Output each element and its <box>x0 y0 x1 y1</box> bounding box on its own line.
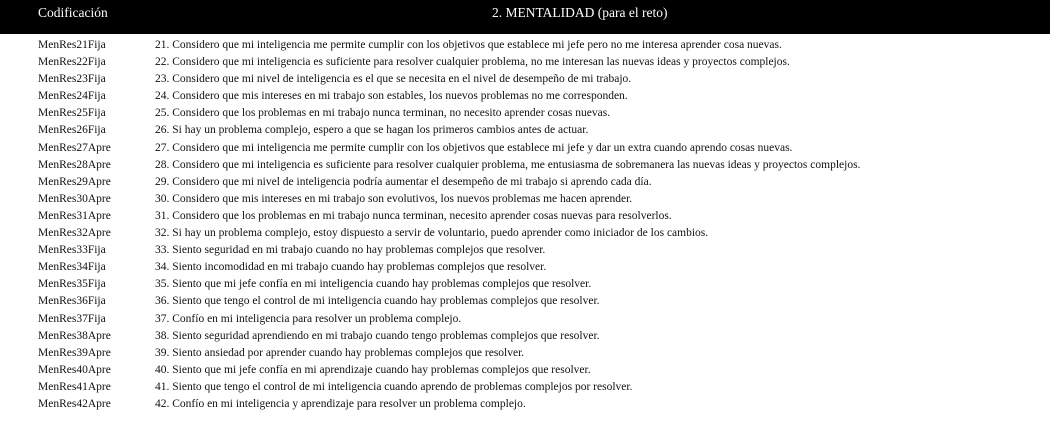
row-code: MenRes34Fija <box>38 261 106 274</box>
row-code: MenRes22Fija <box>38 56 106 69</box>
row-code: MenRes32Apre <box>38 227 111 240</box>
row-code: MenRes29Apre <box>38 175 111 188</box>
table-row <box>0 37 1050 54</box>
table-row <box>0 88 1050 105</box>
row-statement: 29. Considero que mi nivel de inteligencia podría aumentar el desempeño de mi trabajo si aprendo cada día. <box>155 175 652 188</box>
table-row <box>0 396 1050 413</box>
table-row <box>0 276 1050 293</box>
row-code: MenRes40Apre <box>38 363 111 376</box>
row-statement: 42. Confío en mi inteligencia y aprendizaje para resolver un problema complejo. <box>155 397 526 410</box>
row-code: MenRes35Fija <box>38 278 106 291</box>
row-code: MenRes41Apre <box>38 380 111 393</box>
table-row <box>0 345 1050 362</box>
table-row <box>0 225 1050 242</box>
row-code: MenRes33Fija <box>38 244 106 257</box>
row-statement: 41. Siento que tengo el control de mi inteligencia cuando aprendo de problemas complejos por resolver. <box>155 380 633 393</box>
row-statement: 21. Considero que mi inteligencia me permite cumplir con los objetivos que establece mi jefe pero no me interesa aprender cosa nuevas. <box>155 39 782 51</box>
row-code: MenRes21Fija <box>38 39 106 51</box>
header-section-title: 2. MENTALIDAD (para el reto) <box>492 5 668 20</box>
table-row <box>0 293 1050 310</box>
table-body <box>0 37 1050 413</box>
row-statement: 40. Siento que mi jefe confía en mi aprendizaje cuando hay problemas complejos que resolver. <box>155 363 591 376</box>
row-statement: 28. Considero que mi inteligencia es suficiente para resolver cualquier problema, me entusiasma de sobremanera las nuevas ideas y proyectos complejos. <box>155 158 861 171</box>
row-code: MenRes39Apre <box>38 346 111 359</box>
row-code: MenRes31Apre <box>38 209 111 222</box>
row-statement: 25. Considero que los problemas en mi trabajo nunca terminan, no necesito aprender cosas nuevas. <box>155 107 611 120</box>
table-row <box>0 311 1050 328</box>
row-code: MenRes24Fija <box>38 90 106 103</box>
table-row <box>0 71 1050 88</box>
row-code: MenRes27Apre <box>38 141 111 154</box>
table-row <box>0 174 1050 191</box>
row-statement: 26. Si hay un problema complejo, espero a que se hagan los primeros cambios antes de actuar. <box>155 124 589 137</box>
row-statement: 30. Considero que mis intereses en mi trabajo son evolutivos, los nuevos problemas me hacen aprender. <box>155 192 633 205</box>
row-code: MenRes42Apre <box>38 397 111 410</box>
row-code: MenRes26Fija <box>38 124 106 137</box>
row-statement: 37. Confío en mi inteligencia para resolver un problema complejo. <box>155 312 462 325</box>
table-row <box>0 191 1050 208</box>
table-row <box>0 259 1050 276</box>
row-code: MenRes23Fija <box>38 73 106 86</box>
table-row <box>0 362 1050 379</box>
table-row <box>0 328 1050 345</box>
row-code: MenRes28Apre <box>38 158 111 171</box>
row-statement: 33. Siento seguridad en mi trabajo cuando no hay problemas complejos que resolver. <box>155 244 546 257</box>
table-row <box>0 242 1050 259</box>
table-row <box>0 140 1050 157</box>
row-statement: 38. Siento seguridad aprendiendo en mi trabajo cuando tengo problemas complejos que resolver. <box>155 329 600 342</box>
row-statement: 27. Considero que mi inteligencia me permite cumplir con los objetivos que establece mi jefe y dar un extra cuando aprendo cosas nuevas. <box>155 141 793 154</box>
row-statement: 32. Si hay un problema complejo, estoy dispuesto a servir de voluntario, puedo aprender como iniciador de los cambios. <box>155 227 709 240</box>
row-statement: 35. Siento que mi jefe confía en mi inteligencia cuando hay problemas complejos que resolver. <box>155 278 592 291</box>
table-row <box>0 157 1050 174</box>
row-statement: 34. Siento incomodidad en mi trabajo cuando hay problemas complejos que resolver. <box>155 261 547 274</box>
row-code: MenRes30Apre <box>38 192 111 205</box>
header-codification: Codificación <box>38 5 108 20</box>
row-statement: 31. Considero que los problemas en mi trabajo nunca terminan, necesito aprender cosas nuevas para resolverlos. <box>155 209 672 222</box>
table-row <box>0 208 1050 225</box>
table-row <box>0 105 1050 122</box>
table-row <box>0 379 1050 396</box>
row-code: MenRes38Apre <box>38 329 111 342</box>
row-code: MenRes25Fija <box>38 107 106 120</box>
table-row <box>0 122 1050 139</box>
table-header <box>0 0 1050 34</box>
table-row <box>0 54 1050 71</box>
row-statement: 22. Considero que mi inteligencia es suficiente para resolver cualquier problema, no me interesan las nuevas ideas y proyectos complejos. <box>155 56 790 69</box>
row-statement: 39. Siento ansiedad por aprender cuando hay problemas complejos que resolver. <box>155 346 525 359</box>
row-code: MenRes36Fija <box>38 295 106 308</box>
row-statement: 36. Siento que tengo el control de mi inteligencia cuando hay problemas complejos que resolver. <box>155 295 600 308</box>
row-statement: 23. Considero que mi nivel de inteligencia es el que se necesita en el nivel de desempeño de mi trabajo. <box>155 73 632 86</box>
row-code: MenRes37Fija <box>38 312 106 325</box>
row-statement: 24. Considero que mis intereses en mi trabajo son estables, los nuevos problemas no me corresponden. <box>155 90 628 103</box>
